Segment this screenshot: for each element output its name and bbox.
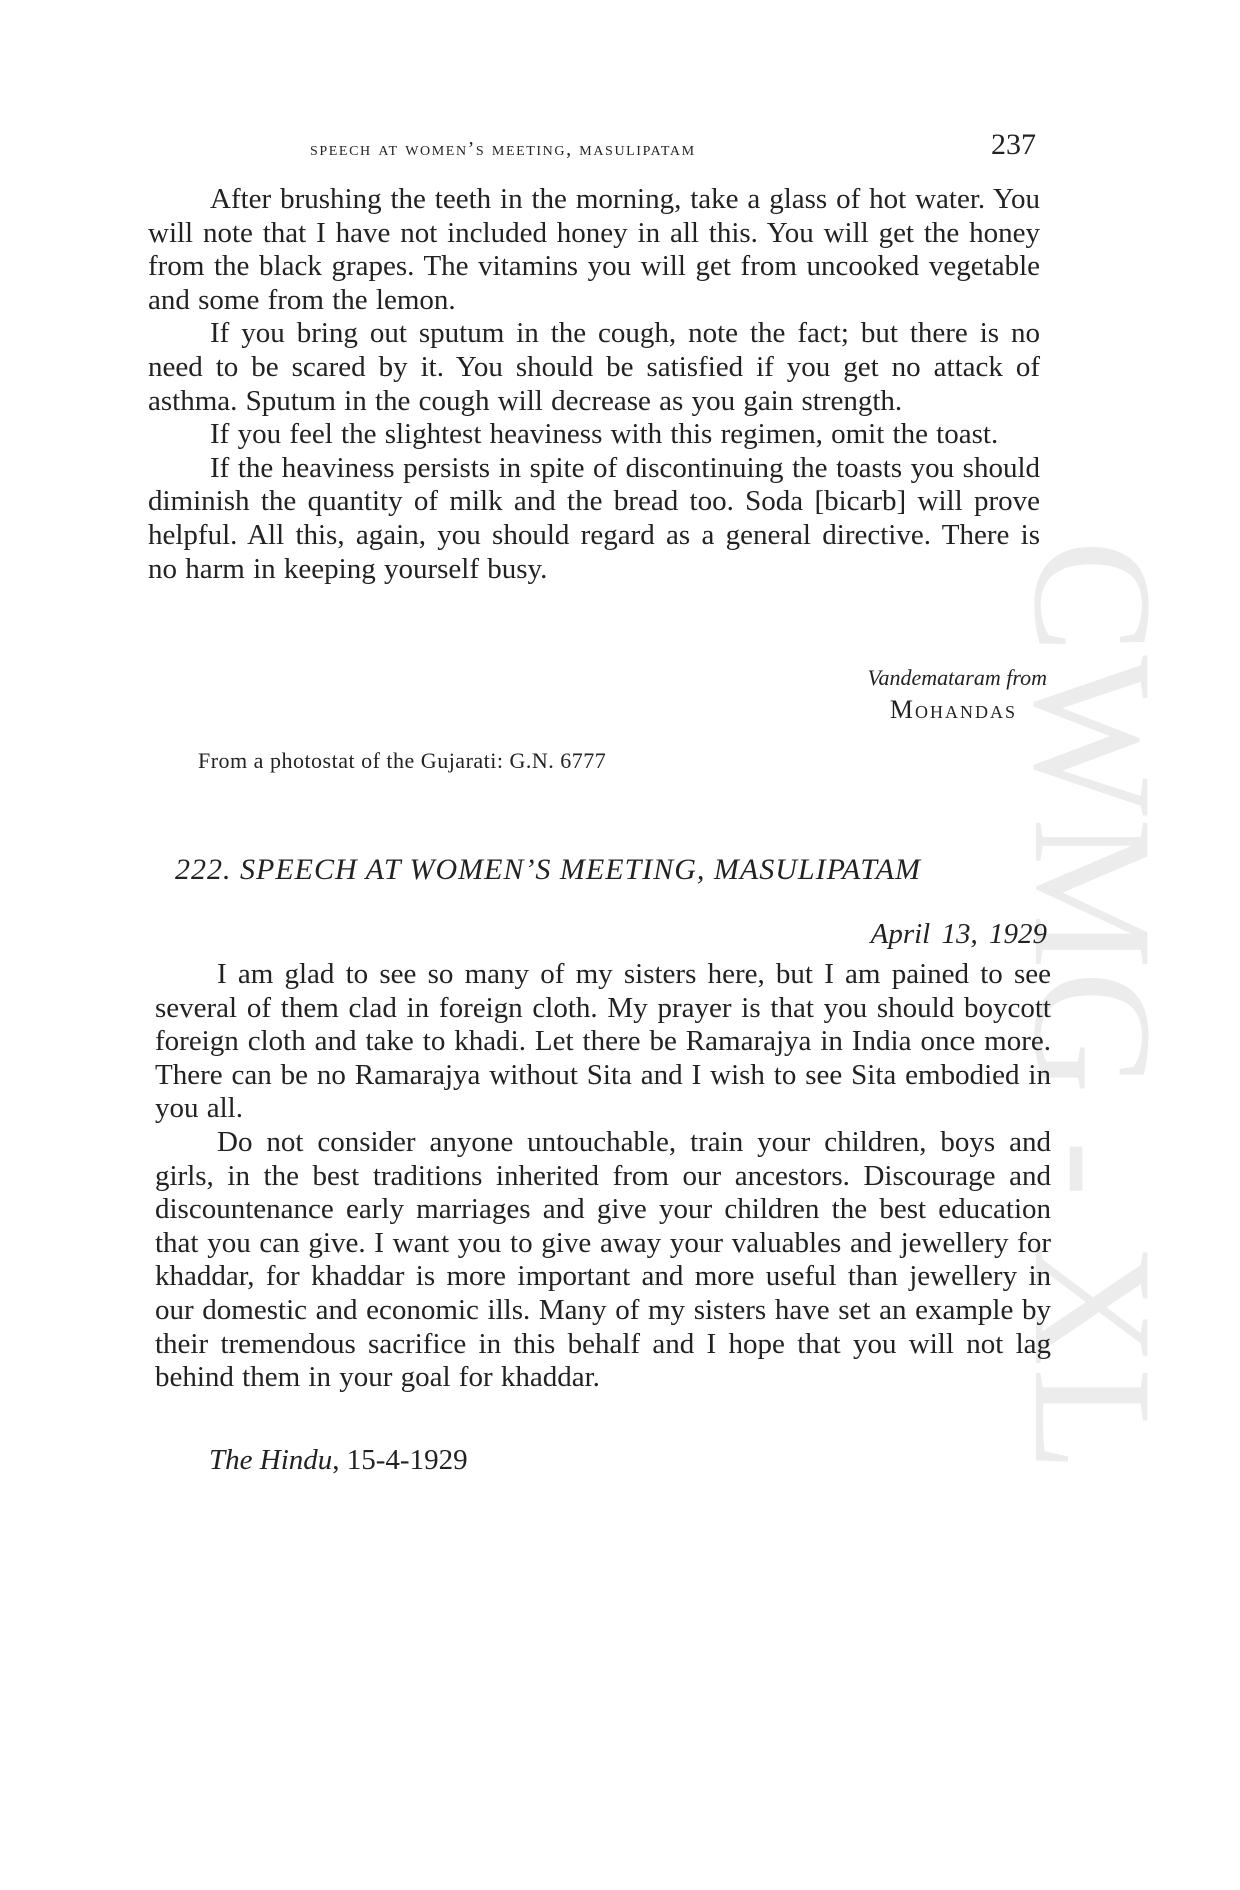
section-heading: 222. SPEECH AT WOMEN’S MEETING, MASULIPATAM [175, 853, 922, 886]
signature: Mohandas [889, 695, 1017, 724]
watermark [999, 540, 1240, 1474]
watermark-text: CWMG - XL [999, 540, 1187, 1474]
citation-publication: The Hindu [209, 1444, 333, 1476]
page-number: 237 [991, 128, 1036, 161]
letter-paragraph: If you bring out sputum in the cough, note the fact; but there is no need to be scared by it. You should be satisfied if you get no attack of asthma. Sputum in the cough will decrease as you gain strength. [148, 317, 1040, 417]
valediction: Vandemataram from [867, 665, 1047, 690]
letter-signoff [868, 664, 1047, 728]
letter-paragraph: If the heaviness persists in spite of discontinuing the toasts you should diminish the quantity of milk and the bread too. Soda [bicarb] will prove helpful. All this, again, you should regard as a general directive. There is no harm in keeping yourself busy. [148, 451, 1040, 585]
running-head-title: speech at women’s meeting, masulipatam [310, 138, 696, 160]
speech-paragraph: I am glad to see so many of my sisters here, but I am pained to see several of them clad in foreign cloth. My prayer is that you should boycott foreign cloth and take to khadi. Let there be Ramarajya in India once more. There can be no Ramarajya without Sita and I wish to see Sita embodied in you all. [155, 958, 1051, 1125]
letter-body [148, 183, 1040, 586]
citation-date: , 15-4-1929 [332, 1444, 468, 1476]
speech-paragraph: Do not consider anyone untouchable, train your children, boys and girls, in the best traditions inherited from our ancestors. Discourage and discountenance early marriages and give your children the best education that you can give. I want you to give away your valuables and jewellery for khaddar, for khaddar is more important and more useful than jewellery in our domestic and economic ills. Many of my sisters have set an example by their tremendous sacrifice in this behalf and I hope that you will not lag behind them in your goal for khaddar. [155, 1125, 1051, 1394]
source-note: From a photostat of the Gujarati: G.N. 6777 [198, 748, 607, 773]
running-head [148, 128, 1040, 168]
letter-paragraph: If you feel the slightest heaviness with this regimen, omit the toast. [210, 418, 999, 451]
speech-body [155, 958, 1051, 1395]
letter-paragraph: After brushing the teeth in the morning, take a glass of hot water. You will note that I have not included honey in all this. You will get the honey from the black grapes. The vitamins you will get from uncooked vegetable and some from the lemon. [148, 183, 1040, 316]
section-date: April 13, 1929 [870, 918, 1047, 950]
citation [209, 1444, 468, 1477]
